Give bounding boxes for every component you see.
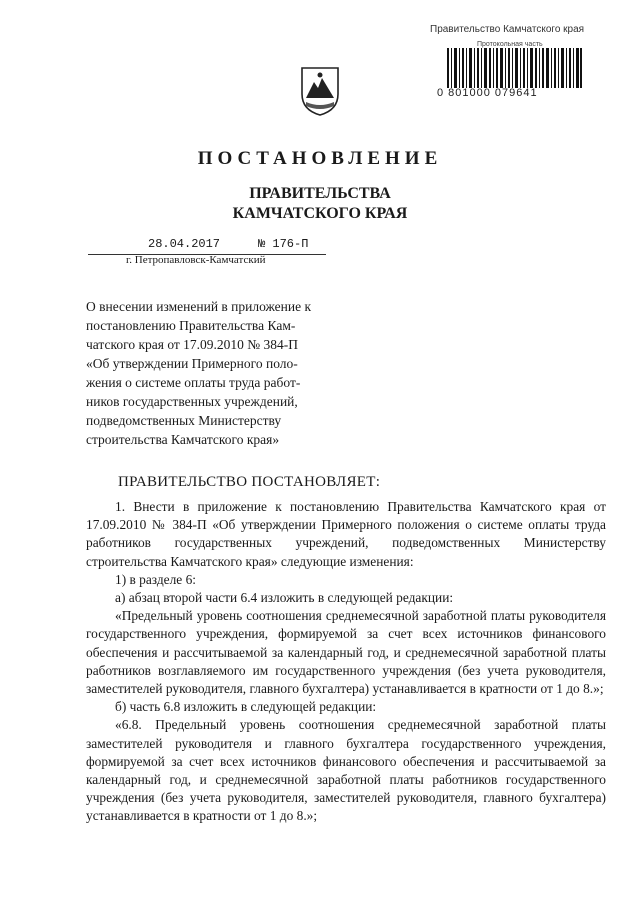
document-type-title: ПОСТАНОВЛЕНИЕ <box>197 148 443 169</box>
date-number-line <box>88 236 326 255</box>
document-date: 28.04.2017 <box>148 237 221 251</box>
registration-stamp-sub: Протокольная часть <box>477 41 543 48</box>
subject-line: постановлению Правительства Кам- <box>86 318 296 333</box>
operative-heading: ПРАВИТЕЛЬСТВО ПОСТАНОВЛЯЕТ: <box>118 474 381 490</box>
issuing-authority-line: КАМЧАТСКОГО КРАЯ <box>232 205 408 222</box>
issuing-authority <box>0 184 640 224</box>
document-number: № 176-П <box>258 237 309 251</box>
subject-line: подведомственных Министерству <box>86 413 282 428</box>
issue-city: г. Петропавловск-Камчатский <box>126 254 266 266</box>
barcode <box>447 48 582 88</box>
subject-line: О внесении изменений в приложение к <box>86 299 312 314</box>
body-paragraph: б) часть 6.8 изложить в следующей редакции: <box>115 699 377 715</box>
barcode-number: 0 801000 079641 <box>437 87 538 99</box>
subject-line: ников государственных учреждений, <box>86 394 298 409</box>
issuing-authority-line: ПРАВИТЕЛЬСТВА <box>249 185 391 202</box>
body-paragraph: а) абзац второй части 6.4 изложить в следующей редакции: <box>115 590 454 606</box>
body-paragraph: «6.8. Предельный уровень соотношения среднемесячной заработной платы заместителей руководителя и главного бухгалтера государственного учреждения, формируемой за счет всех источников финансового обеспечения и рассчитываемой за календарный год, и среднемесячной заработной платы работников государственного учреждения (без учета руководителя, заместителей руководителя, главного бухгалтера) устанавливается в кратности от 1 до 8.»; <box>86 717 606 824</box>
subject-line: «Об утверждении Примерного поло- <box>86 356 298 371</box>
document-body <box>86 498 606 826</box>
registration-stamp-org: Правительство Камчатского края <box>430 24 585 35</box>
subject-line: строительства Камчатского края» <box>86 432 280 447</box>
body-paragraph: 1) в разделе 6: <box>115 571 197 587</box>
coat-of-arms-emblem <box>298 64 342 116</box>
document-subject <box>86 297 343 449</box>
body-paragraph: 1. Внести в приложение к постановлению Правительства Камчатского края от 17.09.2010 № 384-П «Об утверждении Примерного положения о системе оплаты труда работников государственных учреждений, подведомственных Министерству строительства Камчатского края» следующие изменения: <box>86 499 606 569</box>
subject-line: жения о системе оплаты труда работ- <box>86 375 301 390</box>
body-paragraph: «Предельный уровень соотношения среднемесячной заработной платы руководителя государственного учреждения, формируемой за счет всех источников финансового обеспечения и рассчитываемой за календарный год, и среднемесячной заработной платы работников возглавляемого им государственного учреждения (без учета руководителя, заместителей руководителя, главного бухгалтера) устанавливается в кратности от 1 до 8.»; <box>86 608 606 697</box>
subject-line: чатского края от 17.09.2010 № 384-П <box>86 337 299 352</box>
